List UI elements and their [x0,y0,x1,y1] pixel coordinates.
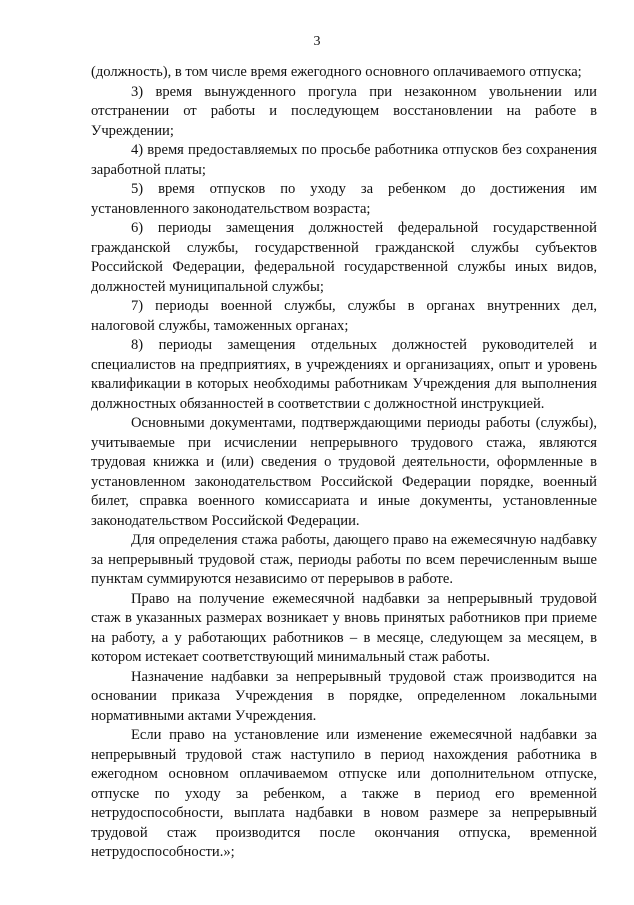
document-body [91,63,597,863]
list-item-6: 6) периоды замещения должностей федеральной государственной гражданской службы, государственной гражданской службы субъектов Российской Федерации, федеральной государственной службы иных видов, должностей муниципальной службы; [91,220,597,295]
paragraph-right-origin: Право на получение ежемесячной надбавки за непрерывный трудовой стаж в указанных размерах возникает у вновь принятых работников при приеме на работу, а у работающих работников – в месяце, следующем за месяцем, в котором истекает соответствующий минимальный стаж работы. [91,590,597,665]
paragraph-summation: Для определения стажа работы, дающего право на ежемесячную надбавку за непрерывный трудовой стаж, периоды работы по всем перечисленным выше пунктам суммируются независимо от перерывов в работе. [91,532,597,587]
paragraph-appointment: Назначение надбавки за непрерывный трудовой стаж производится на основании приказа Учреждения в порядке, определенном локальными нормативными актами Учреждения. [91,668,597,724]
paragraph-continuation: (должность), в том числе время ежегодного основного оплачиваемого отпуска; [91,64,582,80]
paragraph-final: Если право на установление или изменение ежемесячной надбавки за непрерывный трудовой стаж наступило в период нахождения работника в ежегодном основном оплачиваемом отпуске или дополнительном отпуске, отпуске по уходу за ребенком, а также в период его временной нетрудоспособности, выплата надбавки в новом размере за непрерывный трудовой стаж производится после окончания отпуска, временной нетрудоспособности.»; [91,727,597,860]
paragraph-documents: Основными документами, подтверждающими периоды работы (службы), учитываемые при исчислении непрерывного трудового стажа, являются трудовая книжка и (или) сведения о трудовой деятельности, оформленные в установленном законодательством Российской Федерации порядке, военный билет, справка военного комиссариата и иные документы, установленные законодательством Российской Федерации. [91,415,597,529]
list-item-8: 8) периоды замещения отдельных должностей руководителей и специалистов на предприятиях, в учреждениях и организациях, опыт и уровень квалификации в которых необходимы работникам Учреждения для выполнения должностных обязанностей в соответствии с должностной инструкцией. [91,337,597,412]
list-item-7: 7) периоды военной службы, службы в органах внутренних дел, налоговой службы, таможенных органах; [91,298,597,334]
list-item-4: 4) время предоставляемых по просьбе работника отпусков без сохранения заработной платы; [91,142,597,178]
list-item-5: 5) время отпусков по уходу за ребенком до достижения им установленного законодательством возраста; [91,181,597,217]
list-item-3: 3) время вынужденного прогула при незаконном увольнении или отстранении от работы и последующем восстановлении на работе в Учреждении; [91,83,597,139]
page-number: 3 [313,34,321,49]
